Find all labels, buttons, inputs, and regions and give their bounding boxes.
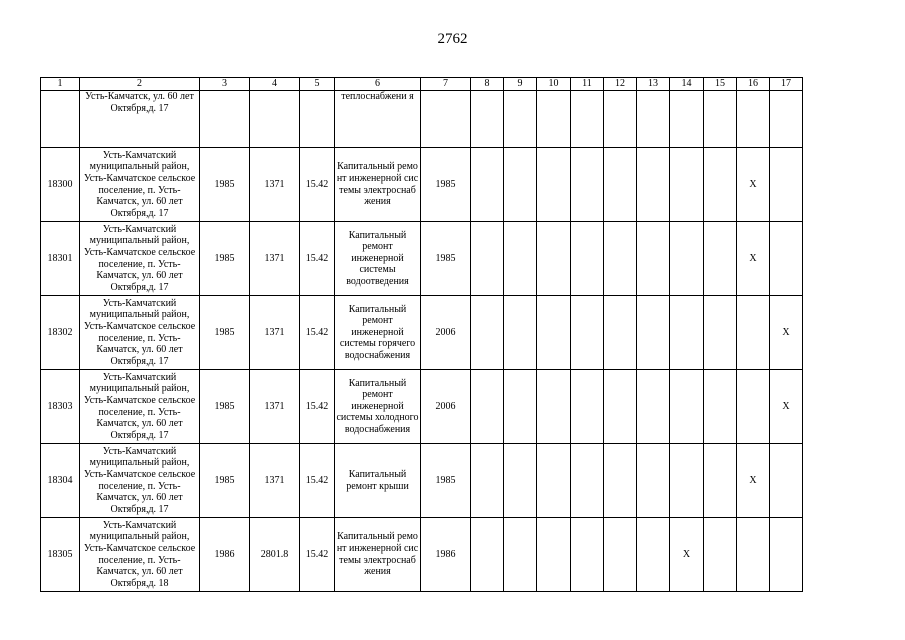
table-row — [41, 296, 803, 370]
mark-cell — [704, 296, 737, 370]
mark-cell — [571, 91, 604, 148]
work-type-cell: Капитальный ремонт крыши — [335, 444, 421, 518]
mark-cell — [637, 370, 670, 444]
mark-cell — [504, 370, 537, 444]
mark-cell: Х — [737, 444, 770, 518]
mark-cell — [571, 518, 604, 592]
mark-cell — [471, 91, 504, 148]
area-cell — [250, 91, 300, 148]
year-last-cell: 2006 — [421, 296, 471, 370]
table-row — [41, 148, 803, 222]
area-cell: 1371 — [250, 370, 300, 444]
column-number: 5 — [300, 78, 335, 91]
column-number: 11 — [571, 78, 604, 91]
column-number: 1 — [41, 78, 80, 91]
column-number: 8 — [471, 78, 504, 91]
work-type-cell: Капитальный ремонт инженерной системы горячего водоснабжения — [335, 296, 421, 370]
column-number: 9 — [504, 78, 537, 91]
mark-cell — [637, 296, 670, 370]
year-built-cell: 1985 — [200, 370, 250, 444]
column-number: 14 — [670, 78, 704, 91]
mark-cell — [604, 518, 637, 592]
mark-cell — [670, 370, 704, 444]
area-cell: 1371 — [250, 222, 300, 296]
mark-cell — [670, 296, 704, 370]
column-number: 6 — [335, 78, 421, 91]
column-number: 17 — [770, 78, 803, 91]
row-id — [41, 91, 80, 148]
table-row — [41, 444, 803, 518]
mark-cell — [571, 370, 604, 444]
table-row — [41, 370, 803, 444]
mark-cell: Х — [737, 148, 770, 222]
year-last-cell: 1986 — [421, 518, 471, 592]
mark-cell — [704, 91, 737, 148]
year-last-cell: 1985 — [421, 222, 471, 296]
area-cell: 1371 — [250, 148, 300, 222]
mark-cell — [637, 222, 670, 296]
column-number: 4 — [250, 78, 300, 91]
mark-cell — [604, 444, 637, 518]
mark-cell — [471, 222, 504, 296]
column-number: 15 — [704, 78, 737, 91]
address-cell: Усть-Камчатский муниципальный район, Усть-Камчатское сельское поселение, п. Усть-Камчатск, ул. 60 лет Октября,д. 17 — [80, 296, 200, 370]
work-type-cell: теплоснабжени я — [335, 91, 421, 148]
mark-cell — [704, 444, 737, 518]
mark-cell — [504, 222, 537, 296]
year-built-cell: 1985 — [200, 444, 250, 518]
mark-cell — [537, 444, 571, 518]
rate-cell — [300, 91, 335, 148]
column-number: 7 — [421, 78, 471, 91]
mark-cell — [704, 518, 737, 592]
mark-cell — [770, 518, 803, 592]
mark-cell — [637, 91, 670, 148]
mark-cell — [537, 222, 571, 296]
mark-cell — [471, 518, 504, 592]
mark-cell — [770, 444, 803, 518]
mark-cell — [471, 148, 504, 222]
mark-cell — [604, 222, 637, 296]
table-row — [41, 222, 803, 296]
address-cell: Усть-Камчатский муниципальный район, Усть-Камчатское сельское поселение, п. Усть-Камчатск, ул. 60 лет Октября,д. 17 — [80, 222, 200, 296]
mark-cell — [537, 91, 571, 148]
mark-cell — [471, 444, 504, 518]
column-number: 13 — [637, 78, 670, 91]
year-last-cell: 1985 — [421, 444, 471, 518]
mark-cell — [537, 296, 571, 370]
mark-cell — [704, 222, 737, 296]
year-built-cell: 1985 — [200, 148, 250, 222]
mark-cell: Х — [770, 296, 803, 370]
mark-cell — [737, 296, 770, 370]
area-cell: 1371 — [250, 296, 300, 370]
continuation-row — [41, 91, 803, 148]
row-id: 18304 — [41, 444, 80, 518]
year-built-cell: 1986 — [200, 518, 250, 592]
mark-cell: Х — [770, 370, 803, 444]
mark-cell — [670, 91, 704, 148]
mark-cell — [504, 518, 537, 592]
mark-cell — [604, 296, 637, 370]
column-number: 12 — [604, 78, 637, 91]
mark-cell — [571, 296, 604, 370]
mark-cell — [637, 518, 670, 592]
mark-cell — [670, 222, 704, 296]
year-built-cell: 1985 — [200, 222, 250, 296]
year-last-cell: 1985 — [421, 148, 471, 222]
mark-cell — [571, 148, 604, 222]
work-type-cell: Капитальный ремонт инженерной системы водоотведения — [335, 222, 421, 296]
work-type-cell: Капитальный ремонт инженерной системы холодного водоснабжения — [335, 370, 421, 444]
mark-cell — [637, 148, 670, 222]
mark-cell — [471, 296, 504, 370]
column-number: 2 — [80, 78, 200, 91]
mark-cell — [604, 148, 637, 222]
column-number-row — [41, 78, 803, 91]
address-cell: Усть-Камчатский муниципальный район, Усть-Камчатское сельское поселение, п. Усть-Камчатск, ул. 60 лет Октября,д. 17 — [80, 148, 200, 222]
mark-cell — [604, 91, 637, 148]
mark-cell — [737, 370, 770, 444]
address-cell: Усть-Камчатский муниципальный район, Усть-Камчатское сельское поселение, п. Усть-Камчатск, ул. 60 лет Октября,д. 17 — [80, 444, 200, 518]
column-number: 3 — [200, 78, 250, 91]
mark-cell — [504, 296, 537, 370]
mark-cell — [670, 148, 704, 222]
rate-cell: 15.42 — [300, 444, 335, 518]
mark-cell — [504, 444, 537, 518]
mark-cell — [770, 91, 803, 148]
mark-cell — [604, 370, 637, 444]
area-cell: 2801.8 — [250, 518, 300, 592]
mark-cell — [471, 370, 504, 444]
work-type-cell: Капитальный ремонт инженерной системы электроснабжения — [335, 518, 421, 592]
mark-cell — [770, 148, 803, 222]
page-number: 2762 — [437, 31, 468, 47]
work-type-cell: Капитальный ремонт инженерной системы электроснабжения — [335, 148, 421, 222]
table-row — [41, 518, 803, 592]
mark-cell — [571, 222, 604, 296]
year-last-cell: 2006 — [421, 370, 471, 444]
row-id: 18303 — [41, 370, 80, 444]
address-cell: Усть-Камчатский муниципальный район, Усть-Камчатское сельское поселение, п. Усть-Камчатск, ул. 60 лет Октября,д. 17 — [80, 370, 200, 444]
mark-cell — [637, 444, 670, 518]
mark-cell — [537, 148, 571, 222]
rate-cell: 15.42 — [300, 370, 335, 444]
mark-cell — [704, 148, 737, 222]
mark-cell — [504, 91, 537, 148]
row-id: 18300 — [41, 148, 80, 222]
mark-cell — [504, 148, 537, 222]
mark-cell: Х — [737, 222, 770, 296]
register-table — [40, 77, 803, 592]
rate-cell: 15.42 — [300, 148, 335, 222]
address-cell: Усть-Камчатск, ул. 60 лет Октября,д. 17 — [80, 91, 200, 148]
mark-cell — [737, 518, 770, 592]
year-last-cell — [421, 91, 471, 148]
year-built-cell: 1985 — [200, 296, 250, 370]
rate-cell: 15.42 — [300, 296, 335, 370]
address-cell: Усть-Камчатский муниципальный район, Усть-Камчатское сельское поселение, п. Усть-Камчатск, ул. 60 лет Октября,д. 18 — [80, 518, 200, 592]
row-id: 18301 — [41, 222, 80, 296]
mark-cell — [670, 444, 704, 518]
mark-cell — [571, 444, 604, 518]
mark-cell — [537, 518, 571, 592]
mark-cell: Х — [670, 518, 704, 592]
mark-cell — [537, 370, 571, 444]
mark-cell — [704, 370, 737, 444]
rate-cell: 15.42 — [300, 222, 335, 296]
column-number: 10 — [537, 78, 571, 91]
mark-cell — [737, 91, 770, 148]
area-cell: 1371 — [250, 444, 300, 518]
row-id: 18305 — [41, 518, 80, 592]
mark-cell — [770, 222, 803, 296]
row-id: 18302 — [41, 296, 80, 370]
column-number: 16 — [737, 78, 770, 91]
year-built-cell — [200, 91, 250, 148]
rate-cell: 15.42 — [300, 518, 335, 592]
